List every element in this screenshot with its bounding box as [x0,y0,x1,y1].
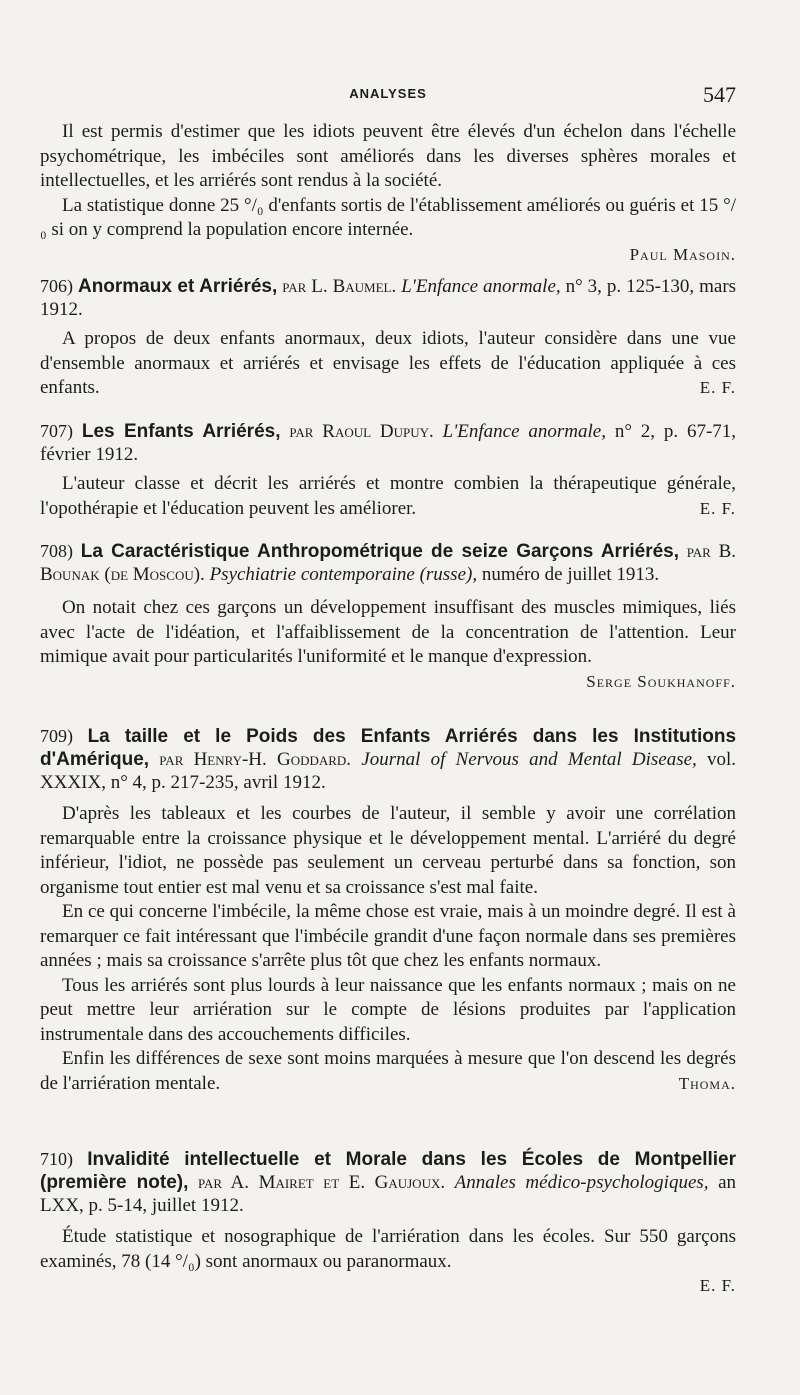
entry-706 [40,275,736,401]
entry-heading: Les Enfants Arriérés, [81,421,281,442]
entry-title [40,1148,736,1217]
entry-708 [40,540,736,694]
entry-number: 707) [40,421,73,441]
entry-reference: vol. XXXIX, n° 4, p. 217-235, avril 1912. [40,749,737,793]
entry-number: 708) [40,541,73,561]
entry-journal: Annales médico-psychologiques, [454,1172,709,1193]
entry-body: L'auteur classe et décrit les arriérés et montre combien la thérapeutique générale, l'opothérapie et l'éducation peuvent les améliorer. E. F. [40,472,736,521]
entry-body: Étude statistique et nosographique de l'arriération dans les écoles. Sur 550 garçons examinés, 78 (14 °/₀) sont anormaux ou paranormaux. [40,1226,736,1272]
entry-709 [40,725,736,1096]
entry-title [40,420,736,466]
entry-paragraph-4: Enfin les différences de sexe sont moins marquées à mesure que l'on descend les degrés de l'arriération mentale. Thoma. [40,1047,736,1096]
entry-author: par Raoul Dupuy. [289,421,434,442]
entry-heading: Invalidité intellectuelle et Morale dans les Écoles de Montpellier (première note), [40,1149,736,1193]
entry-author: par B. Bounak (de Moscou). [40,541,736,585]
entry-signature: Serge Soukhanoff. [586,671,736,691]
page-header [40,82,736,112]
entry-title [40,725,736,794]
entry-journal: L'Enfance anormale, [442,421,606,442]
entry-number: 709) [40,726,73,746]
entry-reference: n° 3, p. 125-130, mars 1912. [40,276,737,320]
intro-section [40,120,736,267]
entry-number: 710) [40,1149,73,1169]
entry-journal: Psychiatrie contemporaine (russe), [209,564,478,585]
entry-reference: an LXX, p. 5-14, juillet 1912. [40,1172,737,1216]
entry-number: 706) [40,276,73,296]
entry-heading: La Caractéristique Anthropométrique de seize Garçons Arriérés, [80,541,680,562]
entry-paragraph-2: En ce qui concerne l'imbécile, la même chose est vraie, mais à un moindre degré. Il est à remarquer ce fait intéressant que l'imbécile grandit d'une façon normale dans ses premières années ; mais sa croissance s'arrête plus tôt que chez les enfants normaux. [40,901,736,971]
entry-signature: Thoma. [678,1073,736,1093]
running-title: ANALYSES [349,86,427,101]
intro-paragraph-1: Il est permis d'estimer que les idiots peuvent être élevés d'un échelon dans l'échelle psychométrique, les imbéciles sont améliorés dans les diverses sphères morales et intellectuelles, et les arriérés sont rendus à la société. [40,121,736,191]
entry-heading: Anormaux et Arriérés, [77,276,278,297]
entry-journal: Journal of Nervous and Mental Disease, [361,749,697,770]
entry-signature: E. F. [699,378,736,397]
entry-heading: La taille et le Poids des Enfants Arriérés dans les Institutions d'Amérique, [40,726,737,770]
page-number: 547 [703,82,736,107]
entry-body: A propos de deux enfants anormaux, deux idiots, l'auteur considère dans une vue d'ensemble anormaux et arriérés et envisage les effets de l'éducation appliquée à ces enfants. E. F. [40,327,736,401]
entry-signature: E. F. [699,498,736,518]
intro-paragraph-2: La statistique donne 25 °/₀ d'enfants sortis de l'établissement améliorés ou guéris et 15 °/₀ si on y comprend la population encore internée. [40,194,736,240]
entry-title [40,540,736,586]
entry-author: par L. Baumel. [282,276,397,297]
entry-body: On notait chez ces garçons un développement insuffisant des muscles mimiques, liés avec l'acte de l'idéation, et l'affaiblissement de la concentration de l'attention. Leur mimique avait pour particularités l'uniformité et le manque d'expression. [40,597,736,667]
entry-710 [40,1148,736,1298]
entry-reference: n° 2, p. 67-71, février 1912. [40,421,737,465]
entry-title [40,275,736,321]
intro-signature: Paul Masoin. [629,244,736,264]
entry-signature: E. F. [699,1276,736,1295]
entry-reference: numéro de juillet 1913. [481,564,660,585]
entry-journal: L'Enfance anormale, [401,276,561,297]
entry-paragraph-3: Tous les arriérés sont plus lourds à leur naissance que les enfants normaux ; mais on ne peut mettre leur arriération sur le compte de lésions produites par l'application instrumentale dans des accouchements difficiles. [40,974,736,1045]
entry-author: par Henry-H. Goddard. [159,749,352,770]
entry-707 [40,420,736,521]
entry-author: par A. Mairet et E. Gaujoux. [197,1172,446,1193]
entry-paragraph-1: D'après les tableaux et les courbes de l'auteur, il semble y avoir une corrélation remarquable entre la croissance physique et le développement mental. L'arriéré du degré inférieur, l'idiot, ne possède pas seulement un cerveau perturbé dans sa fonction, son organisme tout entier est mal venu et sa croissance s'est mal faite. [40,803,736,898]
